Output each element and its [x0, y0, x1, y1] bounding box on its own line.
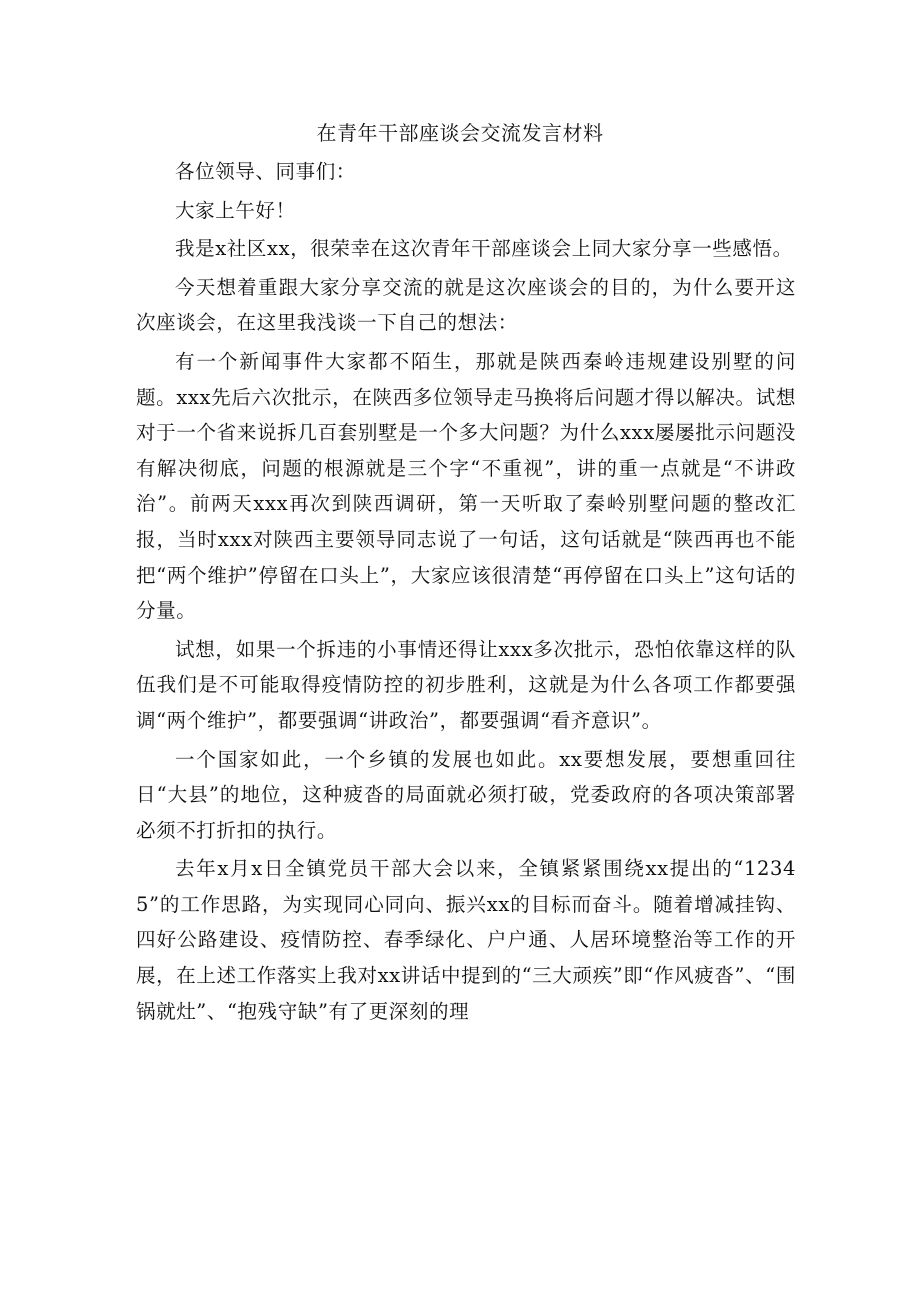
- document-body: [136, 154, 796, 1032]
- document-title: 在青年干部座谈会交流发言材料: [316, 121, 604, 145]
- paragraph: 有一个新闻事件大家都不陌生，那就是陕西秦岭违规建设别墅的问题。xxx先后六次批示，在陕西多位领导走马换将后问题才得以解决。试想对于一个省来说拆几百套别墅是一个多大问题？为什么xxx屡屡批示问题没有解决彻底，问题的根源就是三个字“不重视”，讲的重一点就是“不讲政治”。前两天xxx再次到陕西调研，第一天听取了秦岭别墅问题的整改汇报，当时xxx对陕西主要领导同志说了一句话，这句话就是“陕西再也不能把“两个维护”停留在口头上”，大家应该很清楚“再停留在口头上”这句话的分量。: [136, 349, 796, 623]
- paragraph: 去年x月x日全镇党员干部大会以来，全镇紧紧围绕xx提出的“12345”的工作思路，为实现同心同向、振兴xx的目标而奋斗。随着增减挂钩、四好公路建设、疫情防控、春季绿化、户户通、人居环境整治等工作的开展，在上述工作落实上我对xx讲话中提到的“三大顽疾”即“作风疲沓”、“围锅就灶”、“抱残守缺”有了更深刻的理: [136, 857, 796, 1023]
- paragraph: 我是x社区xx，很荣幸在这次青年干部座谈会上同大家分享一些感悟。: [175, 237, 793, 261]
- paragraph: 一个国家如此，一个乡镇的发展也如此。xx要想发展，要想重回往日“大县”的地位，这种疲沓的局面就必须打破，党委政府的各项决策部署必须不打折扣的执行。: [136, 747, 796, 842]
- paragraph: 今天想着重跟大家分享交流的就是这次座谈会的目的，为什么要开这次座谈会，在这里我浅谈一下自己的想法：: [136, 275, 796, 335]
- greeting: 大家上午好！: [175, 198, 296, 222]
- salutation: 各位领导、同事们：: [175, 160, 356, 183]
- paragraph: 试想，如果一个拆违的小事情还得让xxx多次批示，恐怕依靠这样的队伍我们是不可能取得疫情防控的初步胜利，这就是为什么各项工作都要强调“两个维护”，都要强调“讲政治”，都要强调“看齐意识”。: [136, 637, 796, 732]
